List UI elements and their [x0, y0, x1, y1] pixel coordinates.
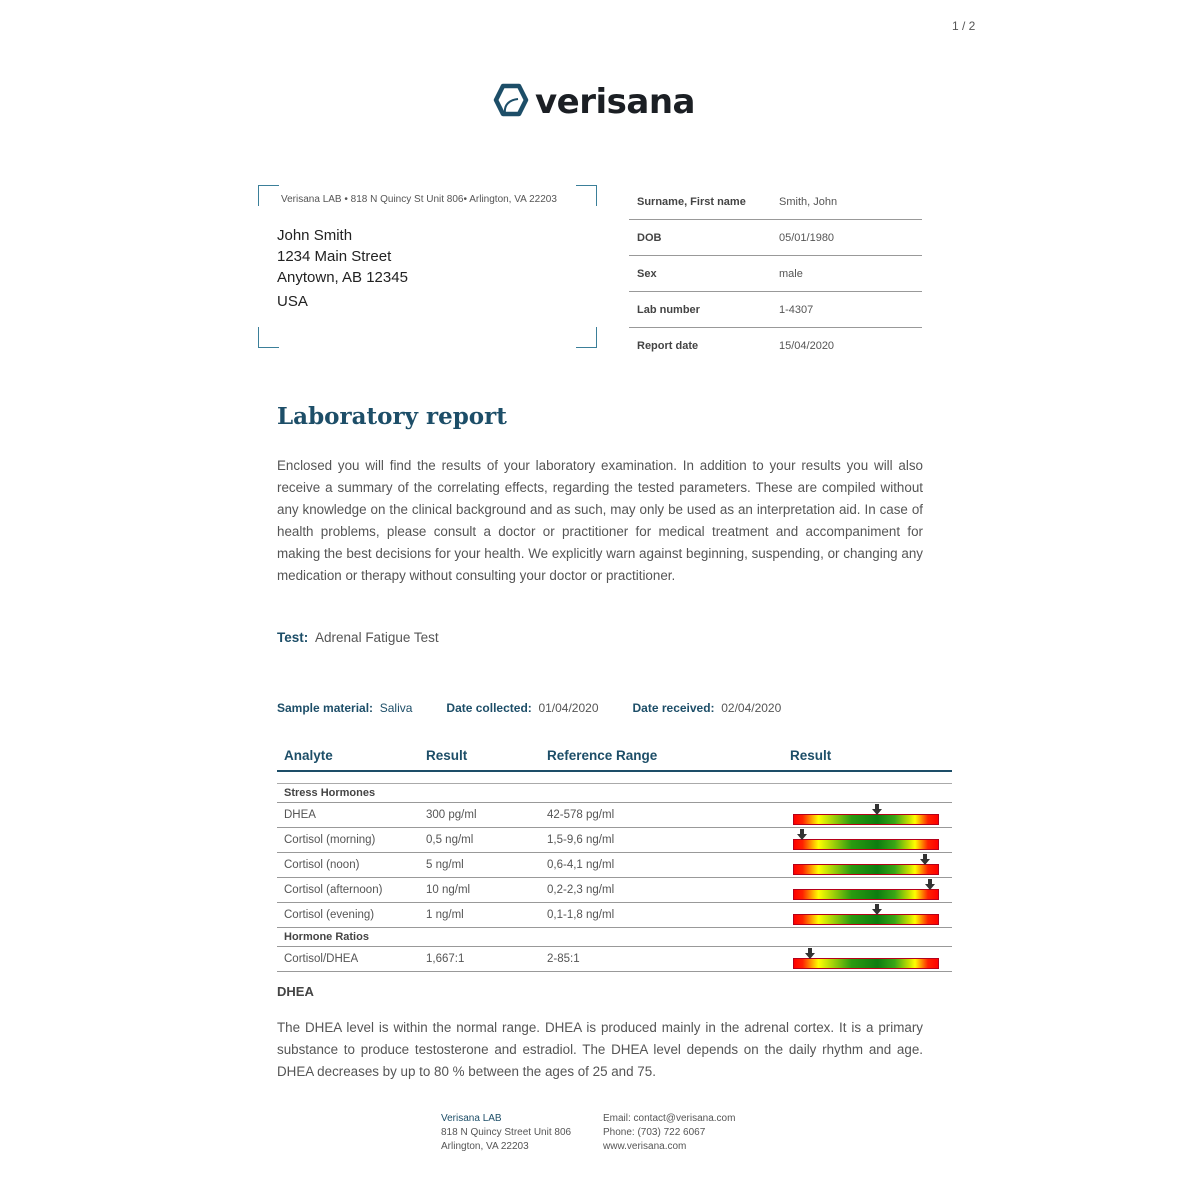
info-row [629, 328, 922, 363]
analyte-name: Cortisol (evening) [284, 909, 375, 921]
header-analyte: Analyte [284, 747, 333, 763]
table-row [277, 903, 952, 928]
footer-street: 818 N Quincy Street Unit 806 [441, 1127, 572, 1138]
range-gradient-bar [793, 839, 939, 850]
group-row [277, 784, 952, 803]
result-value: 1,667:1 [426, 953, 465, 965]
range-gradient-bar [793, 889, 939, 900]
info-value: Smith, John [779, 195, 838, 208]
intro-paragraph: Enclosed you will find the results of your laboratory examination. In addition to your results you will also receive a summary of the correlating effects, regarding the tested parameters. These are compiled without any knowledge on the clinical background and as such, may only be used as an interpretation aid. In case of health problems, please consult a doctor or practitioner for medical treatment and accompaniment for making the best decisions for your health. We explicitly warn against beginning, suspending, or changing any medication or therapy without consulting your doctor or practitioner. [277, 458, 923, 583]
received-label: Date received: [632, 701, 715, 715]
recipient-address [277, 225, 408, 312]
down-arrow-marker-icon [797, 829, 807, 840]
analyte-name: Cortisol (morning) [284, 834, 376, 846]
hexagon-leaf-icon [493, 83, 529, 122]
group-row [277, 928, 952, 947]
date-collected [446, 701, 598, 715]
result-gauge [790, 947, 952, 971]
info-label: Surname, First name [637, 195, 746, 208]
table-row [277, 803, 952, 828]
report-title: Laboratory report [277, 403, 507, 430]
down-arrow-marker-icon [872, 804, 882, 815]
collected-label: Date collected: [446, 701, 532, 715]
info-label: Lab number [637, 303, 700, 316]
analyte-name: Cortisol/DHEA [284, 953, 359, 965]
table-spacer [277, 772, 952, 784]
analyte-name: DHEA [284, 809, 316, 821]
result-value: 1 ng/ml [426, 909, 464, 921]
footer-website: www.verisana.com [603, 1141, 687, 1152]
result-value: 300 pg/ml [426, 809, 477, 821]
collected-value: 01/04/2020 [538, 701, 599, 715]
info-label: DOB [637, 231, 662, 244]
result-gauge [790, 903, 952, 927]
test-value: Adrenal Fatigue Test [315, 630, 439, 645]
address-frame-corner [576, 185, 597, 206]
table-row [277, 878, 952, 903]
result-gauge [790, 803, 952, 827]
result-gauge [790, 828, 952, 852]
info-label: Sex [637, 267, 657, 280]
footer-phone: Phone: (703) 722 6067 [603, 1127, 706, 1138]
header-reference-range: Reference Range [547, 747, 658, 763]
test-label: Test: [277, 630, 309, 645]
header-result-graph: Result [790, 747, 832, 763]
results-body [277, 784, 952, 972]
info-row [629, 256, 922, 292]
group-name: Stress Hormones [284, 787, 376, 799]
result-gauge [790, 878, 952, 902]
address-frame-corner [258, 327, 279, 348]
info-value: male [779, 267, 803, 280]
result-gauge [790, 853, 952, 877]
reference-range: 0,1-1,8 ng/ml [547, 909, 615, 921]
footer-address [441, 1112, 571, 1154]
address-frame-corner [258, 185, 279, 206]
info-value: 05/01/1980 [779, 231, 835, 244]
down-arrow-marker-icon [805, 948, 815, 959]
table-row [277, 828, 952, 853]
sample-meta [277, 701, 815, 715]
result-value: 0,5 ng/ml [426, 834, 474, 846]
sample-value: Saliva [379, 701, 413, 715]
info-value: 1-4307 [779, 303, 814, 316]
footer-contact [603, 1112, 735, 1154]
analyte-name: Cortisol (noon) [284, 859, 360, 871]
sample-label: Sample material: [277, 701, 374, 715]
range-gradient-bar [793, 864, 939, 875]
reference-range: 1,5-9,6 ng/ml [547, 834, 615, 846]
received-value: 02/04/2020 [721, 701, 782, 715]
result-value: 10 ng/ml [426, 884, 471, 896]
results-header [277, 740, 952, 772]
recipient-city: Anytown, AB 12345 [277, 269, 408, 286]
reference-range: 2-85:1 [547, 953, 580, 965]
analyte-name: Cortisol (afternoon) [284, 884, 383, 896]
result-value: 5 ng/ml [426, 859, 464, 871]
range-gradient-bar [793, 958, 939, 969]
info-label: Report date [637, 339, 699, 352]
info-row [629, 220, 922, 256]
range-gradient-bar [793, 914, 939, 925]
reference-range: 0,2-2,3 ng/ml [547, 884, 615, 896]
results-table [277, 740, 952, 972]
recipient-name: John Smith [277, 227, 353, 244]
address-frame-corner [576, 327, 597, 348]
recipient-country: USA [277, 293, 308, 310]
brand-name: verisana [535, 82, 695, 122]
dhea-heading: DHEA [277, 984, 314, 999]
page-indicator: 1 / 2 [952, 19, 976, 33]
down-arrow-marker-icon [920, 854, 930, 865]
range-gradient-bar [793, 814, 939, 825]
patient-info-table [629, 184, 922, 363]
recipient-street: 1234 Main Street [277, 248, 392, 265]
footer-email: Email: contact@verisana.com [603, 1113, 736, 1124]
down-arrow-marker-icon [925, 879, 935, 890]
sample-material [277, 701, 412, 715]
brand-logo [493, 82, 695, 122]
info-value: 15/04/2020 [779, 339, 835, 352]
info-row [629, 184, 922, 220]
sender-line: Verisana LAB • 818 N Quincy St Unit 806• Arlington, VA 22203 [281, 194, 557, 205]
dhea-paragraph: The DHEA level is within the normal range. DHEA is produced mainly in the adrenal cortex. It is a primary substance to produce testosterone and estradiol. The DHEA level depends on the daily rhythm and age. DHEA decreases by up to 80 % between the ages of 25 and 75. [277, 1020, 923, 1079]
test-line [277, 630, 439, 645]
info-row [629, 292, 922, 328]
reference-range: 0,6-4,1 ng/ml [547, 859, 615, 871]
footer-city: Arlington, VA 22203 [441, 1141, 529, 1152]
group-name: Hormone Ratios [284, 931, 369, 943]
down-arrow-marker-icon [872, 904, 882, 915]
reference-range: 42-578 pg/ml [547, 809, 615, 821]
table-row [277, 853, 952, 878]
header-result: Result [426, 747, 468, 763]
table-row [277, 947, 952, 972]
footer-lab-name: Verisana LAB [441, 1113, 502, 1124]
date-received [633, 701, 782, 715]
